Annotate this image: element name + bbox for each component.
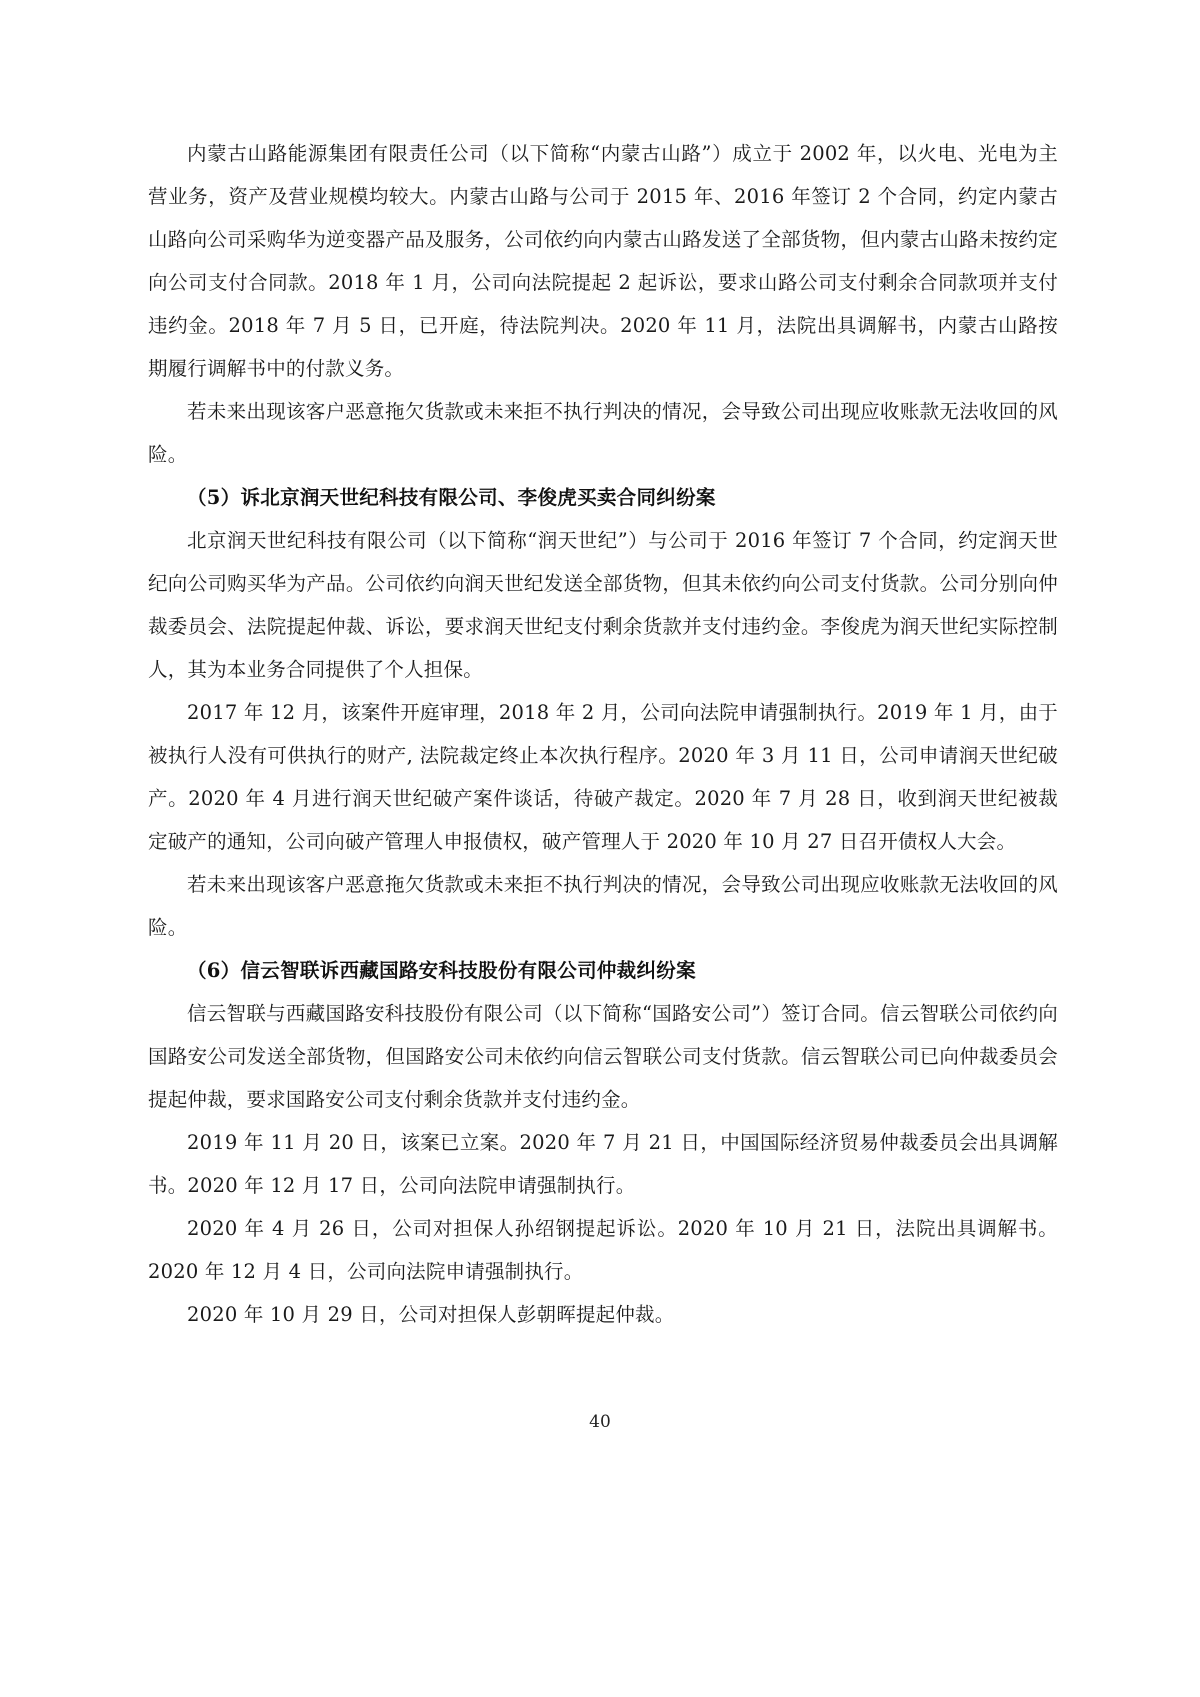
- paragraph-risk-2: 若未来出现该客户恶意拖欠货款或未来拒不执行判决的情况，会导致公司出现应收账款无法收回的风险。: [148, 873, 1058, 939]
- paragraph-guoluan-4: 2020 年 10 月 29 日，公司对担保人彭朝晖提起仲裁。: [187, 1303, 675, 1326]
- paragraph-risk-1: 若未来出现该客户恶意拖欠货款或未来拒不执行判决的情况，会导致公司出现应收账款无法收回的风险。: [148, 400, 1058, 466]
- heading-case-6: （6）信云智联诉西藏国路安科技股份有限公司仲裁纠纷案: [187, 959, 696, 982]
- paragraph-neimenggu-shanlu-1: 内蒙古山路能源集团有限责任公司（以下简称“内蒙古山路”）成立于 2002 年，以火电、光电为主营业务，资产及营业规模均较大。内蒙古山路与公司于 2015 年、2016 年签订 2 个合同，约定内蒙古山路向公司采购华为逆变器产品及服务，公司依约向内蒙古山路发送了全部货物，但内蒙古山路未按约定向公司支付合同款。2018 年 1 月，公司向法院提起 2 起诉讼，要求山路公司支付剩余合同款项并支付违约金。2018 年 7 月 5 日，已开庭，待法院判决。2020 年 11 月，法院出具调解书，内蒙古山路按期履行调解书中的付款义务。: [148, 142, 1058, 380]
- paragraph-guoluan-3: 2020 年 4 月 26 日，公司对担保人孙绍钢提起诉讼。2020 年 10 月 21 日，法院出具调解书。2020 年 12 月 4 日，公司向法院申请强制执行。: [148, 1217, 1058, 1283]
- page-body: [148, 132, 1058, 1336]
- heading-case-5: （5）诉北京润天世纪科技有限公司、李俊虎买卖合同纠纷案: [187, 486, 716, 509]
- paragraph-runtian-1: 北京润天世纪科技有限公司（以下简称“润天世纪”）与公司于 2016 年签订 7 个合同，约定润天世纪向公司购买华为产品。公司依约向润天世纪发送全部货物，但其未依约向公司支付货款。公司分别向仲裁委员会、法院提起仲裁、诉讼，要求润天世纪支付剩余货款并支付违约金。李俊虎为润天世纪实际控制人，其为本业务合同提供了个人担保。: [148, 529, 1058, 681]
- paragraph-guoluan-2: 2019 年 11 月 20 日，该案已立案。2020 年 7 月 21 日，中国国际经济贸易仲裁委员会出具调解书。2020 年 12 月 17 日，公司向法院申请强制执行。: [148, 1131, 1058, 1197]
- paragraph-guoluan-1: 信云智联与西藏国路安科技股份有限公司（以下简称“国路安公司”）签订合同。信云智联公司依约向国路安公司发送全部货物，但国路安公司未依约向信云智联公司支付货款。信云智联公司已向仲裁委员会提起仲裁，要求国路安公司支付剩余货款并支付违约金。: [148, 1002, 1058, 1111]
- page-number: 40: [589, 1412, 611, 1432]
- paragraph-runtian-2: 2017 年 12 月，该案件开庭审理，2018 年 2 月，公司向法院申请强制执行。2019 年 1 月，由于被执行人没有可供执行的财产, 法院裁定终止本次执行程序。2020 年 3 月 11 日，公司申请润天世纪破产。2020 年 4 月进行润天世纪破产案件谈话，待破产裁定。2020 年 7 月 28 日，收到润天世纪被裁定破产的通知，公司向破产管理人申报债权，破产管理人于 2020 年 10 月 27 日召开债权人大会。: [148, 701, 1058, 853]
